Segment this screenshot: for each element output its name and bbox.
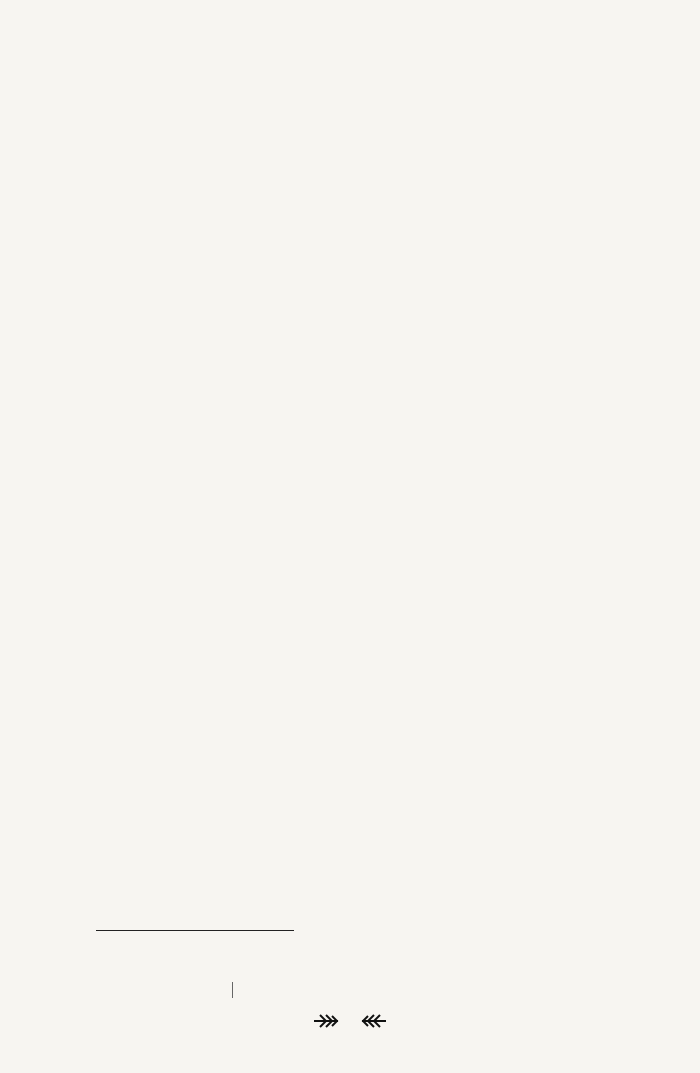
footnote-2 (96, 956, 126, 973)
footnote-rule (96, 930, 294, 931)
watermark-bottom (40, 765, 680, 875)
footnote-1 (96, 935, 126, 952)
page-footer (0, 1011, 700, 1031)
scan-mark (232, 982, 233, 998)
ornament-right-icon (360, 1011, 388, 1031)
watermark-top (40, 90, 640, 290)
ornament-left-icon (312, 1011, 340, 1031)
